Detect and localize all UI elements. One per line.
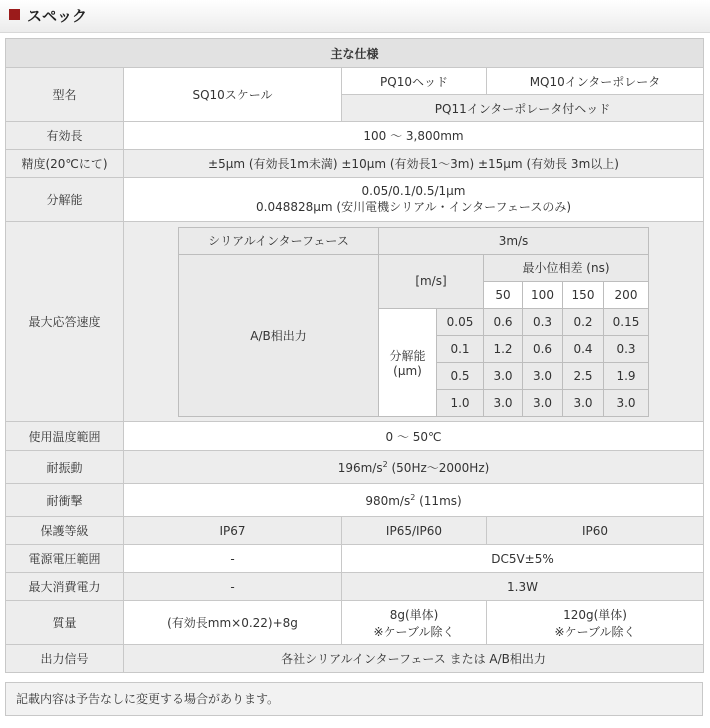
accuracy-value: ±5μm (有効長1m未満) ±10μm (有効長1～3m) ±15μm (有効長 3m以上) bbox=[124, 150, 704, 178]
resolution-label: 分解能 bbox=[6, 178, 124, 222]
speed-value: 0.6 bbox=[484, 308, 523, 335]
shock-value bbox=[124, 484, 704, 517]
max-speed-table bbox=[178, 227, 649, 417]
speed-value: 1.9 bbox=[604, 362, 649, 389]
vibration-value-range: (50Hz～2000Hz) bbox=[387, 460, 490, 475]
square-bullet-icon bbox=[9, 9, 20, 20]
res-value: 0.05 bbox=[437, 308, 484, 335]
speed-value: 0.6 bbox=[523, 335, 563, 362]
serial-interface-label: シリアルインターフェース bbox=[179, 227, 379, 254]
protection-sq10: IP67 bbox=[124, 517, 342, 545]
voltage-other: DC5V±5% bbox=[342, 545, 704, 573]
voltage-label: 電源電圧範囲 bbox=[6, 545, 124, 573]
speed-value: 3.0 bbox=[523, 362, 563, 389]
resolution-value bbox=[124, 178, 704, 222]
effective-length-value: 100 ～ 3,800mm bbox=[124, 122, 704, 150]
ab-phase-label: A/B相出力 bbox=[179, 254, 379, 416]
speed-value: 2.5 bbox=[563, 362, 604, 389]
vibration-label: 耐振動 bbox=[6, 451, 124, 484]
mass-label: 質量 bbox=[6, 601, 124, 645]
spec-table-wrapper bbox=[5, 38, 703, 673]
disclaimer-note: 記載内容は予告なしに変更する場合があります。 bbox=[5, 682, 703, 716]
res-unit-line-2: (μm) bbox=[393, 363, 422, 378]
accuracy-label: 精度(20℃にて) bbox=[6, 150, 124, 178]
mass-pq10-line-1: 8g(単体) bbox=[389, 607, 439, 622]
speed-value: 0.3 bbox=[604, 335, 649, 362]
speed-value: 0.4 bbox=[563, 335, 604, 362]
effective-length-label: 有効長 bbox=[6, 122, 124, 150]
min-phase-label: 最小位相差 (ns) bbox=[484, 254, 649, 281]
spec-table bbox=[5, 38, 704, 673]
phase-col: 200 bbox=[604, 281, 649, 308]
protection-label: 保護等級 bbox=[6, 517, 124, 545]
power-sq10: - bbox=[124, 573, 342, 601]
vibration-value bbox=[124, 451, 704, 484]
model-label: 型名 bbox=[6, 68, 124, 122]
res-value: 0.1 bbox=[437, 335, 484, 362]
power-label: 最大消費電力 bbox=[6, 573, 124, 601]
power-other: 1.3W bbox=[342, 573, 704, 601]
model-mq10: MQ10インターポレータ bbox=[487, 68, 704, 95]
shock-value-duration: (11ms) bbox=[415, 493, 462, 508]
speed-value: 1.2 bbox=[484, 335, 523, 362]
res-value: 0.5 bbox=[437, 362, 484, 389]
temp-range-label: 使用温度範囲 bbox=[6, 422, 124, 451]
speed-value: 3.0 bbox=[523, 389, 563, 416]
phase-col: 50 bbox=[484, 281, 523, 308]
vibration-value-main: 196m/s bbox=[337, 460, 383, 475]
shock-label: 耐衝撃 bbox=[6, 484, 124, 517]
phase-col: 150 bbox=[563, 281, 604, 308]
mass-sq10: (有効長mm×0.22)+8g bbox=[124, 601, 342, 645]
speed-value: 0.15 bbox=[604, 308, 649, 335]
phase-col: 100 bbox=[523, 281, 563, 308]
mass-mq10 bbox=[487, 601, 704, 645]
vibration-superscript: 2 bbox=[382, 459, 388, 469]
res-unit-label bbox=[379, 308, 437, 416]
max-speed-label: 最大応答速度 bbox=[6, 222, 124, 422]
voltage-sq10: - bbox=[124, 545, 342, 573]
mass-pq10 bbox=[342, 601, 487, 645]
model-pq10: PQ10ヘッド bbox=[342, 68, 487, 95]
unit-label: [m/s] bbox=[379, 254, 484, 308]
mass-pq10-line-2: ※ケーブル除く bbox=[373, 624, 455, 639]
shock-value-main: 980m/s bbox=[365, 493, 411, 508]
protection-pq10: IP65/IP60 bbox=[342, 517, 487, 545]
resolution-line-2: 0.048828μm (安川電機シリアル・インターフェースのみ) bbox=[256, 200, 572, 214]
section-title: スペック bbox=[27, 7, 88, 25]
model-sq10: SQ10スケール bbox=[124, 68, 342, 122]
protection-mq10: IP60 bbox=[487, 517, 704, 545]
speed-value: 3.0 bbox=[484, 389, 523, 416]
res-value: 1.0 bbox=[437, 389, 484, 416]
output-label: 出力信号 bbox=[6, 645, 124, 673]
mass-mq10-line-1: 120g(単体) bbox=[563, 607, 627, 622]
speed-value: 3.0 bbox=[563, 389, 604, 416]
serial-interface-value: 3m/s bbox=[379, 227, 649, 254]
res-unit-line-1: 分解能 bbox=[389, 348, 426, 363]
speed-value: 0.2 bbox=[563, 308, 604, 335]
section-header bbox=[0, 0, 710, 33]
mass-mq10-line-2: ※ケーブル除く bbox=[554, 624, 636, 639]
max-speed-cell bbox=[124, 222, 704, 422]
temp-range-value: 0 ～ 50℃ bbox=[124, 422, 704, 451]
resolution-line-1: 0.05/0.1/0.5/1μm bbox=[361, 184, 466, 198]
output-value: 各社シリアルインターフェース または A/B相出力 bbox=[124, 645, 704, 673]
speed-value: 0.3 bbox=[523, 308, 563, 335]
table-caption: 主な仕様 bbox=[6, 39, 704, 68]
model-pq11: PQ11インターポレータ付ヘッド bbox=[342, 95, 704, 122]
speed-value: 3.0 bbox=[604, 389, 649, 416]
shock-superscript: 2 bbox=[410, 492, 416, 502]
speed-value: 3.0 bbox=[484, 362, 523, 389]
